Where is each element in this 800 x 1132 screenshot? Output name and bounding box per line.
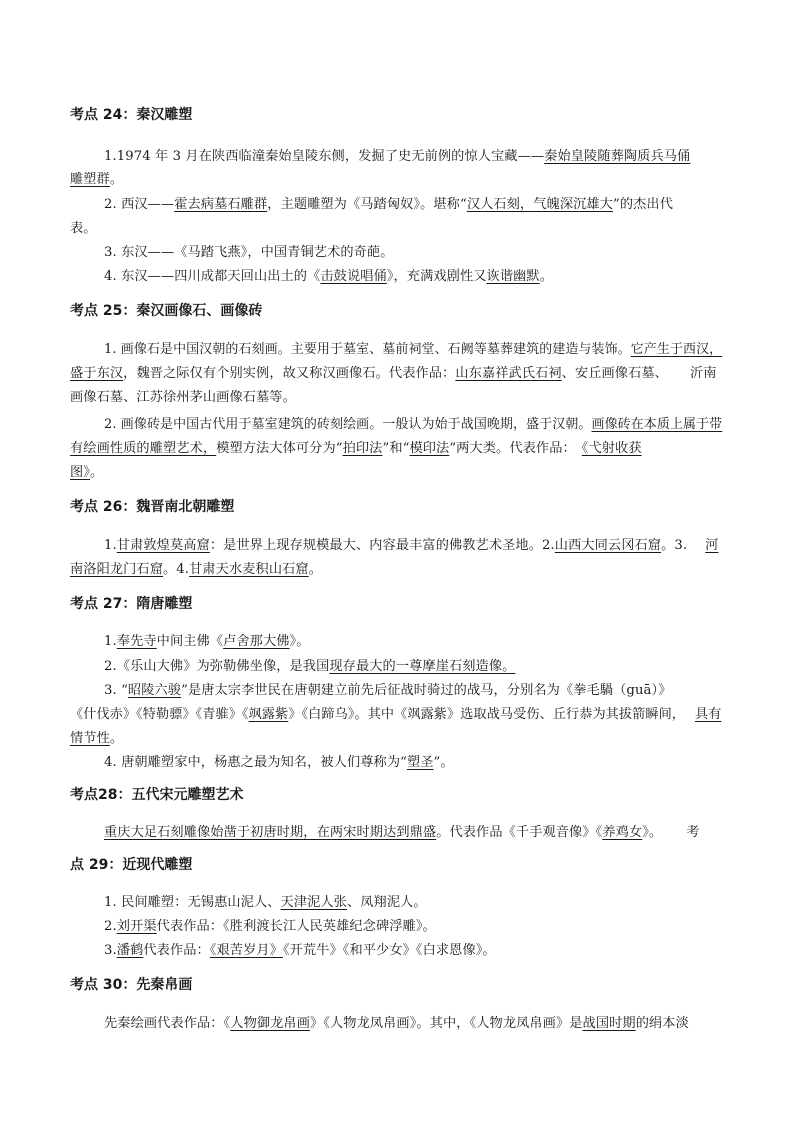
paragraph-continuation: 图》。 (70, 465, 104, 480)
paragraph-continuation: 表。 (70, 221, 97, 236)
paragraph: 1.甘肃敦煌莫高窟：是世界上现存规模最大、内容最丰富的佛教艺术圣地。2.山西大同云冈石窟。3. 河 (104, 538, 719, 553)
section-heading: 考点 25：秦汉画像石、画像砖 (70, 303, 263, 319)
paragraph: 1. 画像石是中国汉朝的石刻画。主要用于墓室、墓前祠堂、石阙等墓葬建筑的建造与装饰。它产生于西汉， (104, 342, 723, 357)
section-heading: 考点 30：先秦帛画 (70, 977, 193, 993)
paragraph: 1. 民间雕塑：无锡惠山泥人、天津泥人张、凤翔泥人。 (104, 895, 427, 910)
paragraph: 3. “昭陵六骏”是唐太宗李世民在唐朝建立前先后征战时骑过的战马，分别名为《拳毛騧（guā）》 (104, 683, 672, 698)
paragraph-continuation: 画像石墓、江苏徐州茅山画像石墓等。 (70, 390, 296, 405)
paragraph: 4. 唐朝雕塑家中，杨惠之最为知名，被人们尊称为“塑圣”。 (104, 755, 454, 770)
paragraph: 2.刘开渠代表作品：《胜利渡长江人民英雄纪念碑浮雕》。 (104, 919, 436, 934)
paragraph: 1.奉先寺中间主佛《卢舍那大佛》。 (104, 634, 310, 649)
paragraph: 重庆大足石刻雕像始凿于初唐时期，在两宋时期达到鼎盛。代表作品《千手观音像》《养鸡女》。 考 (104, 825, 700, 840)
paragraph-continuation: 《什伐赤》《特勒骠》《青骓》《飒露紫》《白蹄乌》。其中《飒露紫》选取战马受伤、丘行恭为其拔箭瞬间， 具有 (70, 707, 722, 722)
paragraph: 2. 画像砖是中国古代用于墓室建筑的砖刻绘画。一般认为始于战国晚期，盛于汉朝。画像砖在本质上属于带 (104, 417, 723, 432)
paragraph: 3.潘鹤代表作品：《艰苦岁月》《开荒牛》《和平少女》《白求恩像》。 (104, 943, 496, 958)
paragraph-continuation: 南洛阳龙门石窟。4.甘肃天水麦积山石窟。 (70, 562, 322, 577)
paragraph: 先秦绘画代表作品：《人物御龙帛画》《人物龙凤帛画》。其中，《人物龙凤帛画》是战国时期的绢本淡 (104, 1016, 689, 1031)
paragraph: 3. 东汉——《马踏飞燕》，中国青铜艺术的奇葩。 (104, 245, 394, 260)
section-heading: 考点 24：秦汉雕塑 (70, 107, 193, 123)
section-heading: 考点 26：魏晋南北朝雕塑 (70, 499, 235, 515)
paragraph-continuation: 雕塑群。 (70, 172, 124, 187)
paragraph-continuation: 盛于东汉，魏晋之际仅有个别实例，故又称汉画像石。代表作品：山东嘉祥武氏石祠、安丘画像石墓、 沂南 (70, 366, 717, 381)
section-heading: 点 29：近现代雕塑 (70, 857, 193, 873)
section-heading: 考点 27：隋唐雕塑 (70, 596, 193, 612)
paragraph-continuation: 有绘画性质的雕塑艺术，模塑方法大体可分为“拍印法”和“模印法”两大类。代表作品： 《弋射收获 (70, 441, 642, 456)
paragraph: 2. 西汉——霍去病墓石雕群，主题雕塑为《马踏匈奴》。堪称“汉人石刻，气魄深沉雄大”的杰出代 (104, 197, 673, 212)
paragraph: 4. 东汉——四川成都天回山出土的《击鼓说唱俑》，充满戏剧性又诙谐幽默。 (104, 269, 553, 284)
section-heading: 考点28：五代宋元雕塑艺术 (70, 787, 244, 803)
paragraph: 2.《乐山大佛》为弥勒佛坐像，是我国现存最大的一尊摩崖石刻造像。 (104, 659, 516, 674)
paragraph: 1.1974 年 3 月在陕西临潼秦始皇陵东侧，发掘了史无前例的惊人宝藏——秦始皇陵随葬陶质兵马俑 (104, 149, 691, 164)
paragraph-continuation: 情节性。 (70, 731, 124, 746)
